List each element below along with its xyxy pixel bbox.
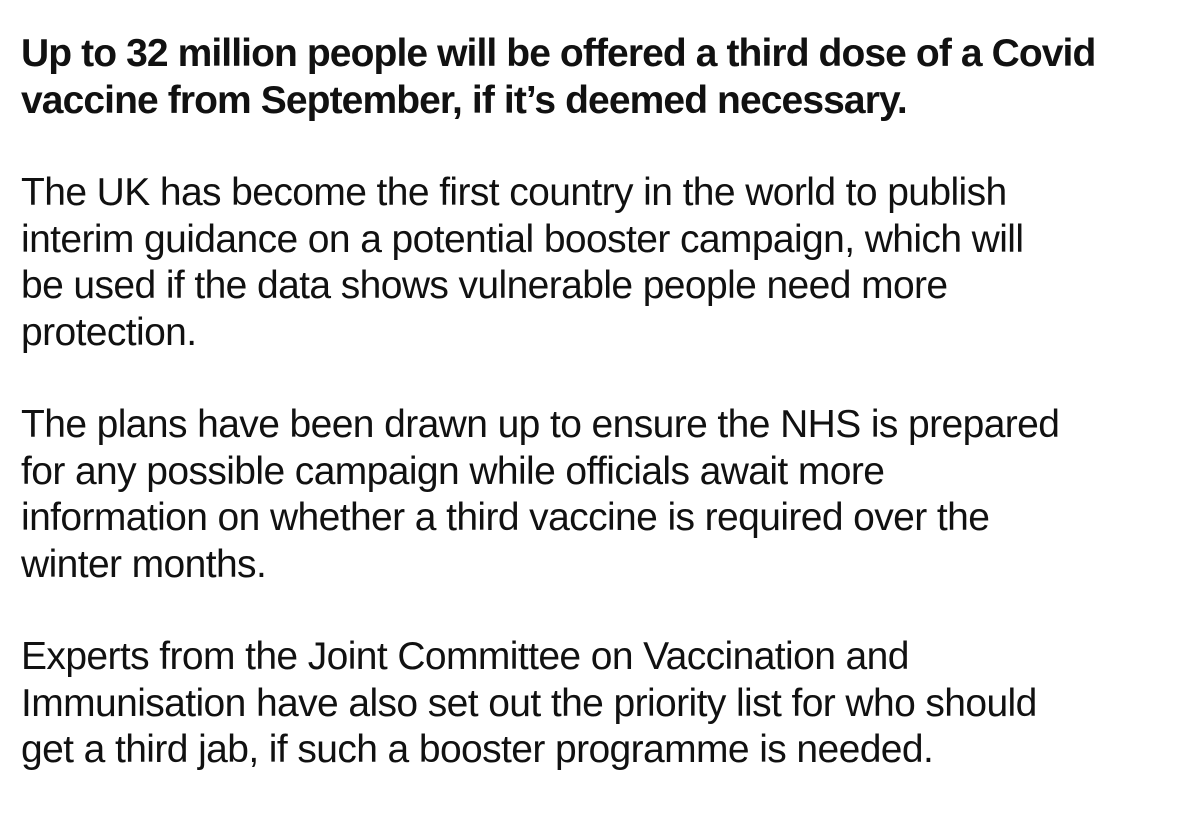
- paragraph-uk-guidance: The UK has become the first country in the world to publish interim guidance on a potential booster campaign, which will be used if the data shows vulnerable people need more protection.: [21, 171, 1024, 354]
- paragraph-nhs-plans: The plans have been drawn up to ensure the NHS is prepared for any possible campaign while officials await more information on whether a third vaccine is required over the winter months.: [21, 403, 1060, 586]
- lead-paragraph: Up to 32 million people will be offered a third dose of a Covid vaccine from September, if it’s deemed necessary.: [21, 32, 1096, 122]
- paragraph-jcvi-priority: Experts from the Joint Committee on Vaccination and Immunisation have also set out the priority list for who should get a third jab, if such a booster programme is needed.: [21, 635, 1037, 771]
- article-body: [21, 31, 1181, 820]
